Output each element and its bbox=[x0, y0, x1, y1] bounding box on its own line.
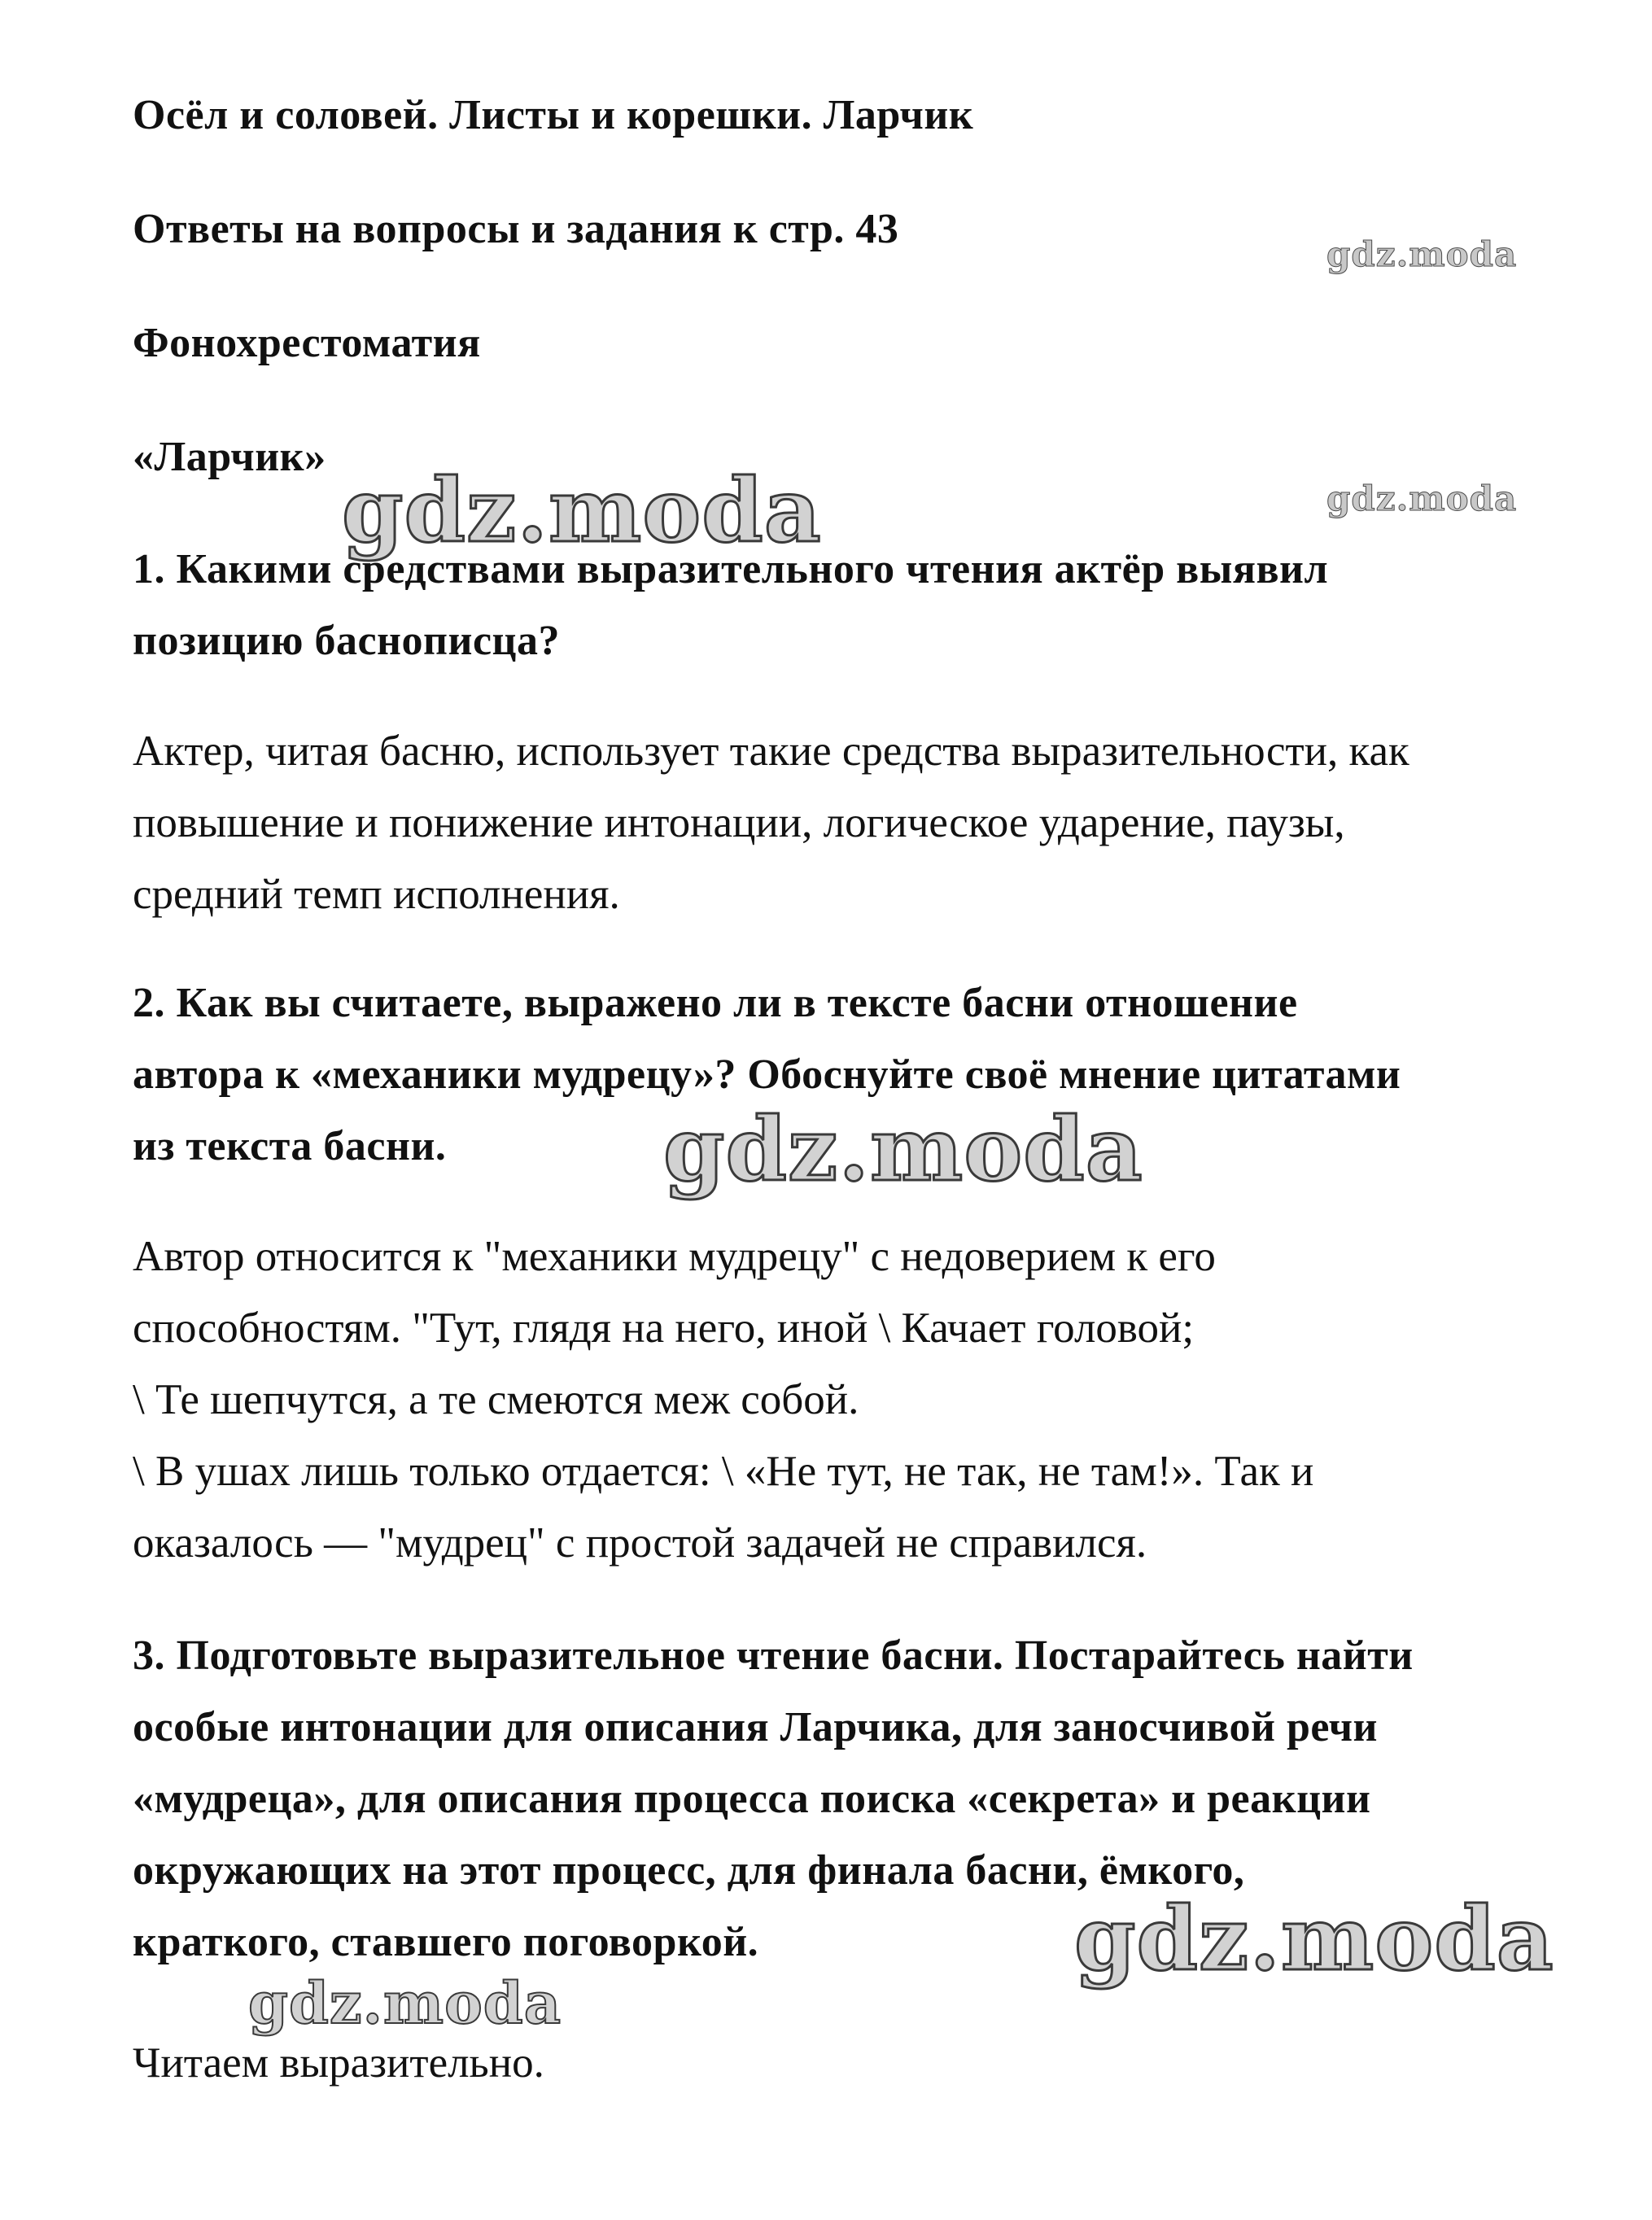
question-3-line-2: особые интонации для описания Ларчика, для заносчивой речи bbox=[133, 1704, 1378, 1750]
question-2-line-1: 2. Как вы считаете, выражено ли в тексте басни отношение bbox=[133, 980, 1298, 1026]
answer-2-line-2: способностям. "Тут, глядя на него, иной \ Качает головой; bbox=[133, 1304, 1195, 1352]
watermark-logo: gdz.moda bbox=[342, 460, 822, 562]
answer-2-line-5: оказалось — "мудрец" с простой задачей не справился. bbox=[133, 1519, 1147, 1567]
watermark-logo: gdz.moda bbox=[248, 1969, 562, 2037]
answer-1-line-1: Актер, читая басню, использует такие средства выразительности, как bbox=[133, 728, 1409, 775]
watermark-logo: gdz.moda bbox=[1074, 1888, 1554, 1991]
watermark-logo: gdz.moda bbox=[1326, 479, 1518, 518]
question-3-line-3: «мудреца», для описания процесса поиска «секрета» и реакции bbox=[133, 1776, 1371, 1822]
section-heading: Фонохрестоматия bbox=[133, 320, 481, 366]
question-2-line-2: автора к «механики мудрецу»? Обоснуйте своё мнение цитатами bbox=[133, 1051, 1401, 1098]
page-title: Осёл и соловей. Листы и корешки. Ларчик bbox=[133, 92, 974, 138]
work-title: «Ларчик» bbox=[133, 434, 326, 480]
question-2-line-3: из текста басни. bbox=[133, 1123, 447, 1169]
question-3-line-5: краткого, ставшего поговоркой. bbox=[133, 1919, 759, 1965]
answer-2-line-1: Автор относится к "механики мудрецу" с недоверием к его bbox=[133, 1233, 1216, 1280]
page-subtitle: Ответы на вопросы и задания к стр. 43 bbox=[133, 206, 899, 252]
question-3-line-4: окружающих на этот процесс, для финала басни, ёмкого, bbox=[133, 1847, 1245, 1894]
question-3-line-1: 3. Подготовьте выразительное чтение басни. Постарайтесь найти bbox=[133, 1632, 1414, 1679]
answer-2-line-4: \ В ушах лишь только отдается: \ «Не тут, не так, не там!». Так и bbox=[133, 1448, 1314, 1495]
watermark-logo: gdz.moda bbox=[1326, 234, 1518, 274]
answer-2-line-3: \ Те шепчутся, а те смеются меж собой. bbox=[133, 1376, 859, 1423]
question-1-line-2: позицию баснописца? bbox=[133, 618, 560, 664]
question-1-line-1: 1. Какими средствами выразительного чтения актёр выявил bbox=[133, 546, 1329, 592]
answer-1-line-2: повышение и понижение интонации, логическое ударение, паузы, bbox=[133, 799, 1345, 846]
watermark-logo: gdz.moda bbox=[663, 1099, 1143, 1201]
answer-1-line-3: средний темп исполнения. bbox=[133, 871, 620, 918]
answer-3-line-1: Читаем выразительно. bbox=[133, 2039, 544, 2087]
